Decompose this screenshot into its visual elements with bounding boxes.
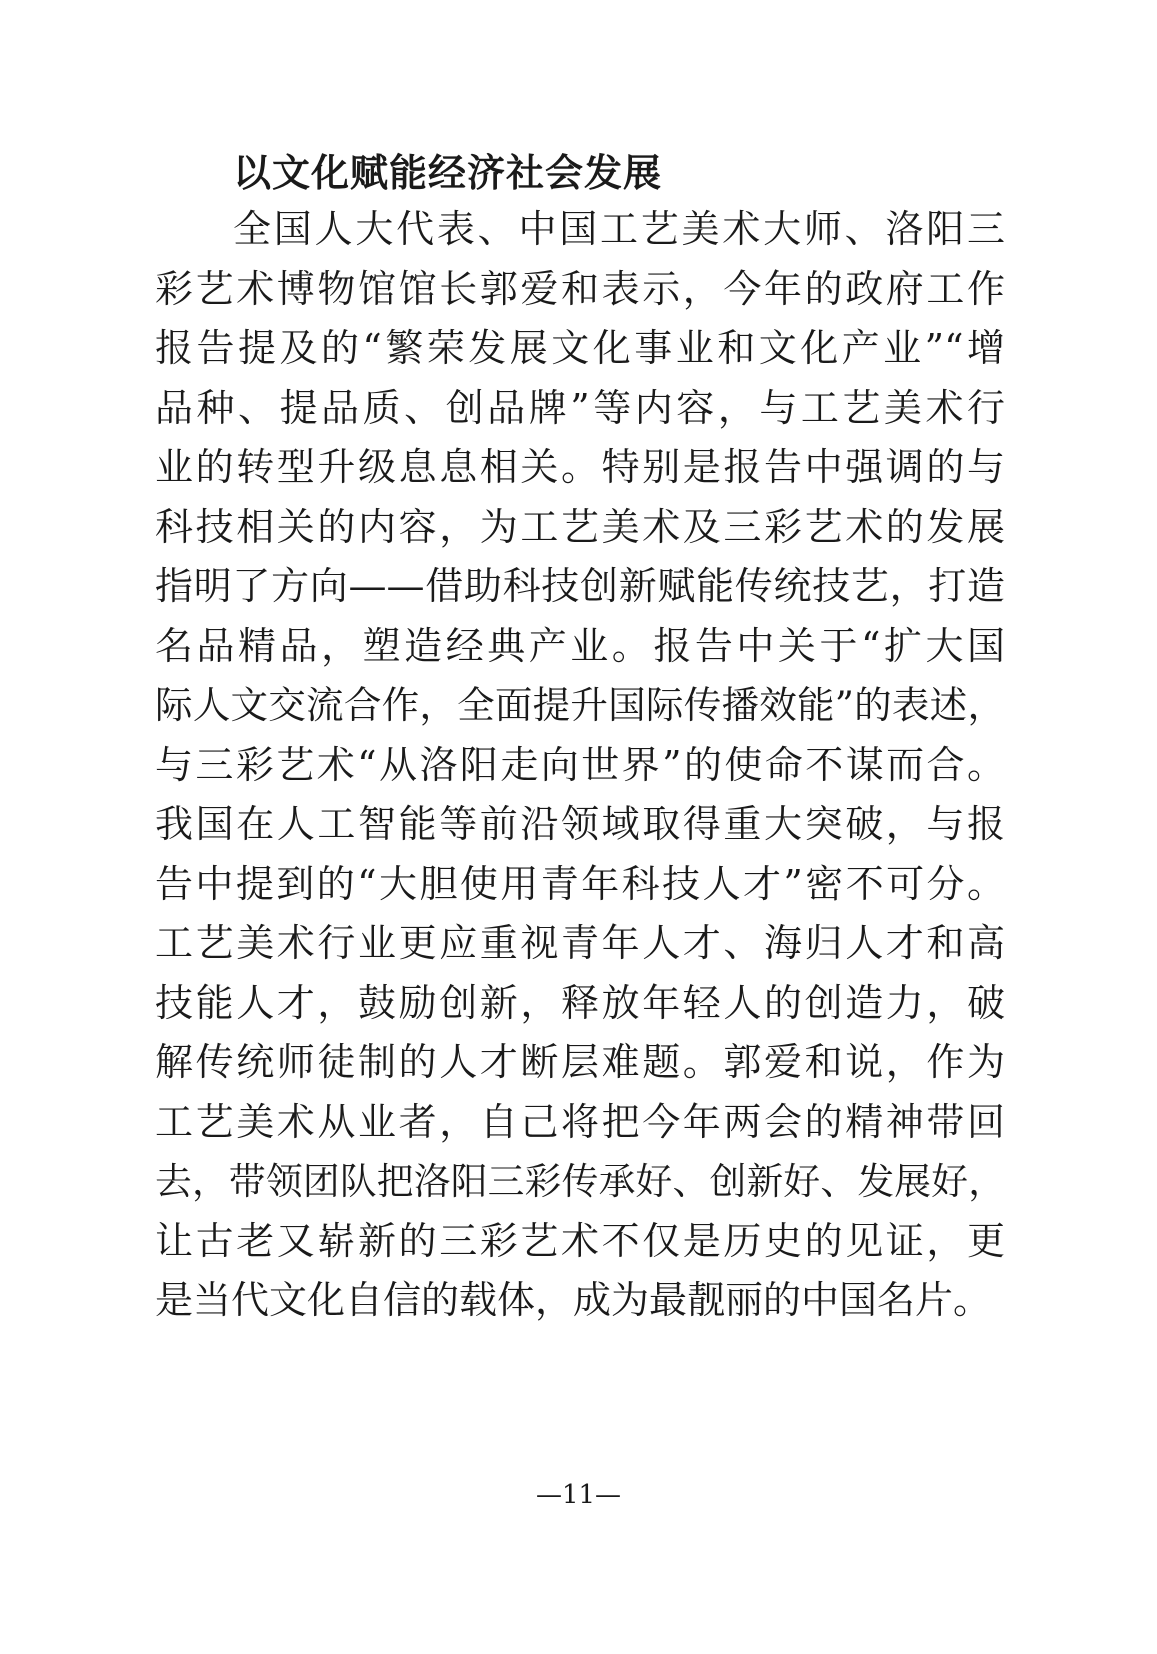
paragraph-line: 际人文交流合作，全面提升国际传播效能”的表述，: [155, 683, 1005, 727]
paragraph-line: 告中提到的“大胆使用青年科技人才”密不可分。: [155, 861, 1005, 906]
paragraph-line: 工艺美术行业更应重视青年人才、海归人才和高: [155, 921, 1005, 965]
section-heading: 以文化赋能经济社会发展: [233, 151, 663, 195]
paragraph-line: 与三彩艺术“从洛阳走向世界”的使命不谋而合。: [155, 742, 1005, 787]
body-paragraph: [155, 200, 1005, 1331]
paragraph-line: 是当代文化自信的载体，成为最靓丽的中国名片。: [155, 1278, 992, 1322]
paragraph-line: 报告提及的“繁荣发展文化事业和文化产业”“增: [155, 326, 1005, 370]
paragraph-line: 指明了方向——借助科技创新赋能传统技艺，打造: [155, 564, 1005, 608]
paragraph-line: 让古老又崭新的三彩艺术不仅是历史的见证，更: [155, 1218, 1005, 1263]
paragraph-line: 品种、提品质、创品牌”等内容，与工艺美术行: [155, 385, 1005, 430]
paragraph-line: 名品精品，塑造经典产业。报告中关于“扩大国: [155, 623, 1005, 668]
paragraph-line: 去，带领团队把洛阳三彩传承好、创新好、发展好，: [155, 1160, 1005, 1203]
paragraph-line: 科技相关的内容，为工艺美术及三彩艺术的发展: [155, 504, 1005, 549]
paragraph-line: 技能人才，鼓励创新，释放年轻人的创造力，破: [155, 980, 1005, 1025]
paragraph-line: 彩艺术博物馆馆长郭爱和表示，今年的政府工作: [155, 266, 1005, 311]
page-number: —11—: [535, 1480, 622, 1510]
paragraph-line: 我国在人工智能等前沿领域取得重大突破，与报: [155, 802, 1005, 846]
paragraph-line: 解传统师徒制的人才断层难题。郭爱和说，作为: [155, 1040, 1005, 1084]
paragraph-line: 全国人大代表、中国工艺美术大师、洛阳三: [233, 207, 1005, 251]
paragraph-line: 业的转型升级息息相关。特别是报告中强调的与: [155, 445, 1005, 489]
paragraph-line: 工艺美术从业者，自己将把今年两会的精神带回: [155, 1099, 1005, 1144]
